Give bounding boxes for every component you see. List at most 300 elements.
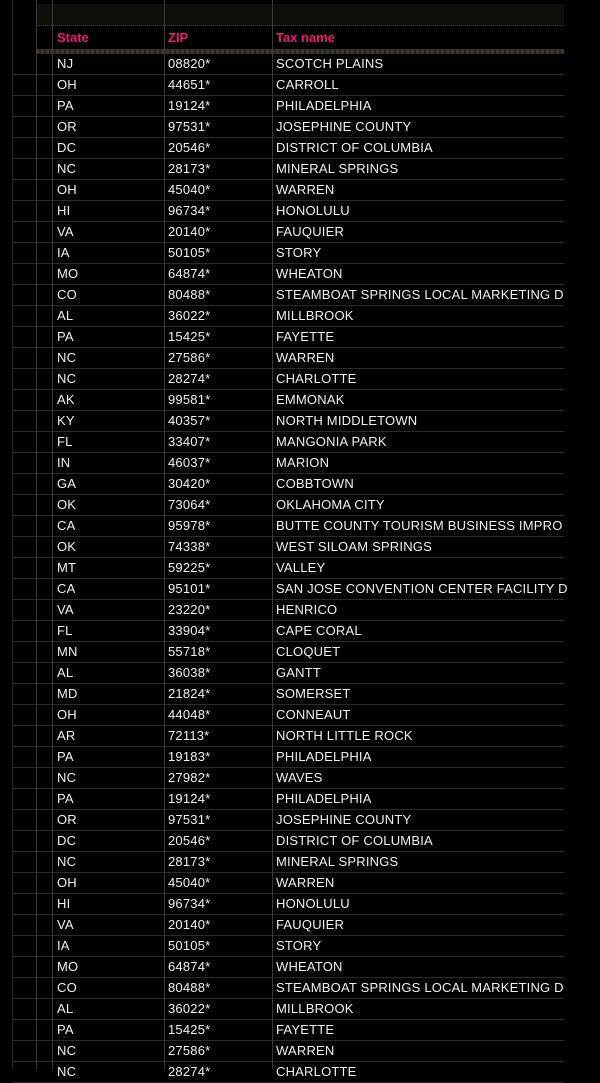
row-header-cell[interactable]	[12, 621, 36, 641]
cell-zip[interactable]: 72113*	[168, 728, 210, 743]
table-row[interactable]	[12, 579, 568, 600]
cell-state[interactable]: NC	[57, 161, 77, 176]
row-header-cell[interactable]	[12, 873, 36, 893]
empty-cell[interactable]	[36, 180, 52, 200]
cell-tax-name[interactable]: MILLBROOK	[276, 308, 354, 323]
cell-tax-name[interactable]: NORTH LITTLE ROCK	[276, 728, 413, 743]
cell-state[interactable]: KY	[57, 413, 75, 428]
cell-state[interactable]: AK	[57, 392, 75, 407]
row-header-cell[interactable]	[12, 306, 36, 326]
table-row[interactable]	[12, 411, 564, 432]
cell-tax-name[interactable]: SOMERSET	[276, 686, 351, 701]
table-row[interactable]	[12, 642, 564, 663]
cell-tax-name[interactable]: WHEATON	[276, 266, 343, 281]
table-row[interactable]	[12, 684, 564, 705]
table-row[interactable]	[12, 264, 564, 285]
row-header-cell[interactable]	[12, 894, 36, 914]
table-row[interactable]	[12, 999, 564, 1020]
empty-cell[interactable]	[36, 348, 52, 368]
empty-cell[interactable]	[36, 663, 52, 683]
row-header-cell[interactable]	[12, 117, 36, 137]
cell-zip[interactable]: 36038*	[168, 665, 211, 680]
cell-tax-name[interactable]: MINERAL SPRINGS	[276, 854, 399, 869]
cell-tax-name[interactable]: MILLBROOK	[276, 1001, 354, 1016]
cell-state[interactable]: IN	[57, 455, 71, 470]
table-row[interactable]	[12, 663, 564, 684]
table-row[interactable]	[12, 621, 564, 642]
cell-zip[interactable]: 44048*	[168, 707, 211, 722]
cell-tax-name[interactable]: CAPE CORAL	[276, 623, 362, 638]
empty-cell[interactable]	[36, 201, 52, 221]
row-header-cell[interactable]	[12, 705, 36, 725]
table-row[interactable]	[12, 117, 564, 138]
row-header-cell[interactable]	[12, 1062, 36, 1082]
table-row[interactable]	[12, 957, 564, 978]
cell-zip[interactable]: 45040*	[168, 182, 211, 197]
row-header-cell[interactable]	[12, 159, 36, 179]
cell-zip[interactable]: 20140*	[168, 917, 211, 932]
column-header-state[interactable]: State	[57, 30, 89, 45]
row-header-cell[interactable]	[12, 831, 36, 851]
cell-zip[interactable]: 45040*	[168, 875, 211, 890]
cell-state[interactable]: FL	[57, 434, 73, 449]
cell-zip[interactable]: 96734*	[168, 203, 211, 218]
empty-cell[interactable]	[36, 684, 52, 704]
empty-cell[interactable]	[36, 264, 52, 284]
cell-zip[interactable]: 50105*	[168, 245, 211, 260]
table-row[interactable]	[12, 453, 564, 474]
table-row[interactable]	[12, 810, 564, 831]
cell-tax-name[interactable]: HENRICO	[276, 602, 338, 617]
table-row[interactable]	[12, 474, 564, 495]
cell-state[interactable]: OR	[57, 812, 77, 827]
cell-state[interactable]: CA	[57, 518, 76, 533]
table-row[interactable]	[12, 201, 564, 222]
cell-tax-name[interactable]: WAVES	[276, 770, 323, 785]
cell-state[interactable]: IA	[57, 245, 70, 260]
empty-cell[interactable]	[36, 810, 52, 830]
cell-state[interactable]: IA	[57, 938, 70, 953]
cell-zip[interactable]: 15425*	[168, 1022, 211, 1037]
cell-state[interactable]: PA	[57, 749, 74, 764]
cell-tax-name[interactable]: JOSEPHINE COUNTY	[276, 119, 412, 134]
grid-line-zip-taxname	[272, 0, 273, 1069]
cell-tax-name[interactable]: FAUQUIER	[276, 917, 345, 932]
cell-zip[interactable]: 33904*	[168, 623, 211, 638]
cell-state[interactable]: DC	[57, 833, 77, 848]
cell-state[interactable]: OH	[57, 707, 77, 722]
cell-zip[interactable]: 28274*	[168, 1064, 211, 1079]
cell-state[interactable]: VA	[57, 602, 74, 617]
empty-cell[interactable]	[36, 957, 52, 977]
cell-tax-name[interactable]: COBBTOWN	[276, 476, 354, 491]
empty-cell[interactable]	[36, 936, 52, 956]
empty-cell[interactable]	[36, 390, 52, 410]
cell-zip[interactable]: 97531*	[168, 812, 211, 827]
row-header-cell[interactable]	[12, 663, 36, 683]
cell-tax-name[interactable]: MANGONIA PARK	[276, 434, 387, 449]
empty-cell[interactable]	[36, 1020, 52, 1040]
cell-state[interactable]: NC	[57, 770, 77, 785]
cell-state[interactable]: AL	[57, 1001, 74, 1016]
cell-zip[interactable]: 23220*	[168, 602, 211, 617]
empty-cell[interactable]	[36, 789, 52, 809]
empty-cell[interactable]	[36, 1062, 52, 1082]
cell-zip[interactable]: 28173*	[168, 161, 211, 176]
cell-zip[interactable]: 36022*	[168, 1001, 211, 1016]
cell-zip[interactable]: 19183*	[168, 749, 211, 764]
row-header-cell[interactable]	[12, 327, 36, 347]
table-row[interactable]	[12, 159, 564, 180]
row-header-cell[interactable]	[12, 516, 36, 536]
table-row[interactable]	[12, 768, 564, 789]
cell-state[interactable]: CO	[57, 980, 77, 995]
row-header-cell[interactable]	[12, 600, 36, 620]
row-header-cell[interactable]	[12, 579, 36, 599]
table-row[interactable]	[12, 180, 564, 201]
cell-state[interactable]: OK	[57, 539, 77, 554]
empty-cell[interactable]	[36, 705, 52, 725]
table-row[interactable]	[12, 285, 564, 306]
cell-tax-name[interactable]: CLOQUET	[276, 644, 341, 659]
cell-zip[interactable]: 33407*	[168, 434, 211, 449]
empty-cell[interactable]	[36, 411, 52, 431]
table-row[interactable]	[12, 978, 564, 999]
cell-tax-name[interactable]: MARION	[276, 455, 330, 470]
cell-zip[interactable]: 27586*	[168, 1043, 211, 1058]
cell-tax-name[interactable]: DISTRICT OF COLUMBIA	[276, 833, 433, 848]
cell-tax-name[interactable]: EMMONAK	[276, 392, 345, 407]
cell-tax-name[interactable]: CHARLOTTE	[276, 371, 357, 386]
row-header-cell[interactable]	[12, 852, 36, 872]
cell-zip[interactable]: 97531*	[168, 119, 211, 134]
empty-cell[interactable]	[36, 75, 52, 95]
cell-tax-name[interactable]: HONOLULU	[276, 896, 350, 911]
row-header-cell[interactable]	[12, 474, 36, 494]
cell-tax-name[interactable]: HONOLULU	[276, 203, 350, 218]
row-header-cell[interactable]	[12, 936, 36, 956]
table-row[interactable]	[12, 705, 564, 726]
table-row[interactable]	[12, 96, 564, 117]
table-row[interactable]	[12, 915, 564, 936]
row-header-cell[interactable]	[12, 495, 36, 515]
empty-cell[interactable]	[36, 306, 52, 326]
cell-state[interactable]: CO	[57, 287, 77, 302]
empty-cell[interactable]	[36, 516, 52, 536]
cell-state[interactable]: MT	[57, 560, 77, 575]
empty-cell[interactable]	[36, 1041, 52, 1061]
table-row[interactable]	[12, 390, 564, 411]
cell-zip[interactable]: 19124*	[168, 791, 211, 806]
cell-zip[interactable]: 36022*	[168, 308, 211, 323]
cell-state[interactable]: PA	[57, 791, 74, 806]
cell-tax-name[interactable]: PHILADELPHIA	[276, 749, 372, 764]
table-row[interactable]	[12, 138, 564, 159]
cell-state[interactable]: PA	[57, 98, 74, 113]
empty-cell[interactable]	[36, 243, 52, 263]
cell-tax-name[interactable]: MINERAL SPRINGS	[276, 161, 399, 176]
table-row[interactable]	[12, 894, 564, 915]
cell-tax-name[interactable]: GANTT	[276, 665, 322, 680]
cell-tax-name[interactable]: WARREN	[276, 1043, 335, 1058]
empty-cell[interactable]	[36, 726, 52, 746]
row-header-cell[interactable]	[12, 411, 36, 431]
cell-state[interactable]: AL	[57, 308, 74, 323]
cell-tax-name[interactable]: OKLAHOMA CITY	[276, 497, 385, 512]
empty-cell[interactable]	[36, 453, 52, 473]
table-row[interactable]	[12, 348, 564, 369]
row-header-cell[interactable]	[12, 348, 36, 368]
cell-zip[interactable]: 74338*	[168, 539, 211, 554]
table-row[interactable]	[12, 726, 564, 747]
cell-tax-name[interactable]: WARREN	[276, 350, 335, 365]
row-header-cell[interactable]	[12, 768, 36, 788]
table-row[interactable]	[12, 243, 564, 264]
column-header-zip[interactable]: ZIP	[168, 30, 189, 45]
empty-cell[interactable]	[36, 894, 52, 914]
cell-zip[interactable]: 28173*	[168, 854, 211, 869]
row-header-cell[interactable]	[12, 453, 36, 473]
column-header-tax-name[interactable]: Tax name	[276, 30, 336, 45]
cell-tax-name[interactable]: SAN JOSE CONVENTION CENTER FACILITY D	[276, 581, 568, 596]
cell-tax-name[interactable]: VALLEY	[276, 560, 326, 575]
cell-tax-name[interactable]: WHEATON	[276, 959, 343, 974]
cell-zip[interactable]: 30420*	[168, 476, 211, 491]
cell-tax-name[interactable]: FAYETTE	[276, 329, 335, 344]
cell-tax-name[interactable]: STEAMBOAT SPRINGS LOCAL MARKETING D	[276, 287, 564, 302]
cell-zip[interactable]: 44651*	[168, 77, 211, 92]
empty-cell[interactable]	[36, 768, 52, 788]
cell-tax-name[interactable]: WEST SILOAM SPRINGS	[276, 539, 432, 554]
empty-cell[interactable]	[36, 117, 52, 137]
row-header-cell[interactable]	[12, 999, 36, 1019]
empty-cell[interactable]	[36, 915, 52, 935]
cell-state[interactable]: OH	[57, 77, 77, 92]
cell-tax-name[interactable]: JOSEPHINE COUNTY	[276, 812, 412, 827]
table-row[interactable]	[12, 495, 564, 516]
cell-zip[interactable]: 19124*	[168, 98, 211, 113]
table-row[interactable]	[12, 600, 564, 621]
cell-state[interactable]: DC	[57, 140, 77, 155]
cell-tax-name[interactable]: CHARLOTTE	[276, 1064, 357, 1079]
empty-cell[interactable]	[36, 873, 52, 893]
table-row[interactable]	[12, 852, 564, 873]
table-row[interactable]	[12, 936, 564, 957]
table-row[interactable]	[12, 873, 564, 894]
empty-cell[interactable]	[36, 999, 52, 1019]
cell-zip[interactable]: 96734*	[168, 896, 211, 911]
table-row[interactable]	[12, 222, 564, 243]
empty-cell[interactable]	[36, 474, 52, 494]
empty-cell[interactable]	[36, 642, 52, 662]
cell-state[interactable]: PA	[57, 1022, 74, 1037]
empty-cell[interactable]	[36, 138, 52, 158]
cell-state[interactable]: MO	[57, 959, 79, 974]
cell-state[interactable]: NC	[57, 1064, 77, 1079]
cell-zip[interactable]: 95978*	[168, 518, 211, 533]
empty-cell[interactable]	[36, 621, 52, 641]
table-row[interactable]	[12, 831, 564, 852]
cell-state[interactable]: OK	[57, 497, 77, 512]
table-row[interactable]	[12, 537, 564, 558]
empty-cell[interactable]	[36, 831, 52, 851]
table-row[interactable]	[12, 54, 564, 75]
cell-state[interactable]: PA	[57, 329, 74, 344]
row-header-cell[interactable]	[12, 726, 36, 746]
cell-zip[interactable]: 55718*	[168, 644, 211, 659]
row-header-cell[interactable]	[12, 180, 36, 200]
cell-tax-name[interactable]: WARREN	[276, 182, 335, 197]
table-row[interactable]	[12, 432, 564, 453]
cell-state[interactable]: NJ	[57, 56, 74, 71]
cell-zip[interactable]: 80488*	[168, 980, 211, 995]
row-header-cell[interactable]	[12, 1020, 36, 1040]
row-header-cell[interactable]	[12, 978, 36, 998]
table-row[interactable]	[12, 1020, 564, 1041]
row-header-cell[interactable]	[12, 222, 36, 242]
cell-zip[interactable]: 27982*	[168, 770, 211, 785]
cell-zip[interactable]: 28274*	[168, 371, 211, 386]
row-header-cell[interactable]	[12, 558, 36, 578]
cell-tax-name[interactable]: PHILADELPHIA	[276, 98, 372, 113]
row-header-cell[interactable]	[12, 285, 36, 305]
cell-tax-name[interactable]: FAYETTE	[276, 1022, 335, 1037]
cell-zip[interactable]: 99581*	[168, 392, 211, 407]
cell-tax-name[interactable]: SCOTCH PLAINS	[276, 56, 384, 71]
table-row[interactable]	[12, 516, 564, 537]
cell-zip[interactable]: 95101*	[168, 581, 211, 596]
cell-state[interactable]: AL	[57, 665, 74, 680]
cell-state[interactable]: MD	[57, 686, 78, 701]
cell-state[interactable]: OH	[57, 875, 77, 890]
empty-cell[interactable]	[36, 222, 52, 242]
cell-state[interactable]: AR	[57, 728, 76, 743]
empty-cell[interactable]	[36, 159, 52, 179]
row-header-gutter[interactable]	[12, 26, 36, 49]
empty-cell[interactable]	[36, 96, 52, 116]
cell-zip[interactable]: 64874*	[168, 266, 211, 281]
empty-cell[interactable]	[36, 495, 52, 515]
cell-tax-name[interactable]: NORTH MIDDLETOWN	[276, 413, 418, 428]
empty-cell[interactable]	[36, 558, 52, 578]
table-row[interactable]	[12, 558, 564, 579]
cell-zip[interactable]: 40357*	[168, 413, 211, 428]
cell-zip[interactable]: 21824*	[168, 686, 211, 701]
row-header-cell[interactable]	[12, 957, 36, 977]
table-row[interactable]	[12, 369, 564, 390]
table-row[interactable]	[12, 327, 564, 348]
cell-tax-name[interactable]: WARREN	[276, 875, 335, 890]
empty-cell[interactable]	[36, 54, 52, 74]
cell-state[interactable]: HI	[57, 896, 71, 911]
empty-cell[interactable]	[36, 369, 52, 389]
row-header-cell[interactable]	[12, 1041, 36, 1061]
cell-tax-name[interactable]: PHILADELPHIA	[276, 791, 372, 806]
cell-tax-name[interactable]: STEAMBOAT SPRINGS LOCAL MARKETING D	[276, 980, 564, 995]
empty-cell[interactable]	[36, 600, 52, 620]
cell-zip[interactable]: 20140*	[168, 224, 211, 239]
empty-cell[interactable]	[36, 285, 52, 305]
table-row[interactable]	[12, 306, 564, 327]
row-header-cell[interactable]	[12, 537, 36, 557]
cell-zip[interactable]: 15425*	[168, 329, 211, 344]
empty-cell[interactable]	[36, 747, 52, 767]
row-header-cell[interactable]	[12, 138, 36, 158]
empty-cell[interactable]	[36, 579, 52, 599]
cell-zip[interactable]: 80488*	[168, 287, 211, 302]
row-header-cell[interactable]	[12, 264, 36, 284]
cell-zip[interactable]: 08820*	[168, 56, 211, 71]
row-header-cell[interactable]	[12, 54, 36, 74]
row-header-cell[interactable]	[12, 369, 36, 389]
table-row[interactable]	[12, 747, 564, 768]
table-row[interactable]	[12, 1062, 564, 1083]
cell-state[interactable]: GA	[57, 476, 77, 491]
row-header-cell[interactable]	[12, 243, 36, 263]
cell-state[interactable]: NC	[57, 854, 77, 869]
cell-tax-name[interactable]: STORY	[276, 245, 322, 260]
cell-zip[interactable]: 73064*	[168, 497, 211, 512]
top-panel	[36, 4, 564, 26]
cell-tax-name[interactable]: FAUQUIER	[276, 224, 345, 239]
cell-state[interactable]: FL	[57, 623, 73, 638]
empty-cell[interactable]	[36, 537, 52, 557]
table-row[interactable]	[12, 1041, 564, 1062]
cell-state[interactable]: NC	[57, 1043, 77, 1058]
cell-zip[interactable]: 20546*	[168, 833, 211, 848]
cell-zip[interactable]: 46037*	[168, 455, 211, 470]
row-header-cell[interactable]	[12, 915, 36, 935]
cell-state[interactable]: VA	[57, 224, 74, 239]
empty-cell[interactable]	[36, 978, 52, 998]
row-header-cell[interactable]	[12, 201, 36, 221]
cell-zip[interactable]: 59225*	[168, 560, 211, 575]
cell-zip[interactable]: 64874*	[168, 959, 211, 974]
cell-zip[interactable]: 20546*	[168, 140, 211, 155]
row-header-cell[interactable]	[12, 390, 36, 410]
table-row[interactable]	[12, 789, 564, 810]
cell-state[interactable]: OR	[57, 119, 77, 134]
empty-cell[interactable]	[36, 852, 52, 872]
cell-state[interactable]: OH	[57, 182, 77, 197]
cell-state[interactable]: HI	[57, 203, 71, 218]
cell-zip[interactable]: 50105*	[168, 938, 211, 953]
cell-state[interactable]: CA	[57, 581, 76, 596]
cell-tax-name[interactable]: CONNEAUT	[276, 707, 351, 722]
table-row[interactable]	[12, 75, 564, 96]
row-header-cell[interactable]	[12, 96, 36, 116]
row-header-cell[interactable]	[12, 432, 36, 452]
row-header-cell[interactable]	[12, 789, 36, 809]
row-header-cell[interactable]	[12, 75, 36, 95]
empty-cell[interactable]	[36, 327, 52, 347]
row-header-cell[interactable]	[12, 810, 36, 830]
cell-tax-name[interactable]: BUTTE COUNTY TOURISM BUSINESS IMPRO	[276, 518, 563, 533]
cell-state[interactable]: NC	[57, 350, 77, 365]
cell-state[interactable]: VA	[57, 917, 74, 932]
empty-cell[interactable]	[36, 432, 52, 452]
cell-zip[interactable]: 27586*	[168, 350, 211, 365]
cell-tax-name[interactable]: CARROLL	[276, 77, 339, 92]
row-header-cell[interactable]	[12, 684, 36, 704]
cell-tax-name[interactable]: DISTRICT OF COLUMBIA	[276, 140, 433, 155]
cell-tax-name[interactable]: STORY	[276, 938, 322, 953]
cell-state[interactable]: MO	[57, 266, 79, 281]
cell-state[interactable]: MN	[57, 644, 78, 659]
cell-state[interactable]: NC	[57, 371, 77, 386]
row-header-cell[interactable]	[12, 747, 36, 767]
row-header-cell[interactable]	[12, 642, 36, 662]
